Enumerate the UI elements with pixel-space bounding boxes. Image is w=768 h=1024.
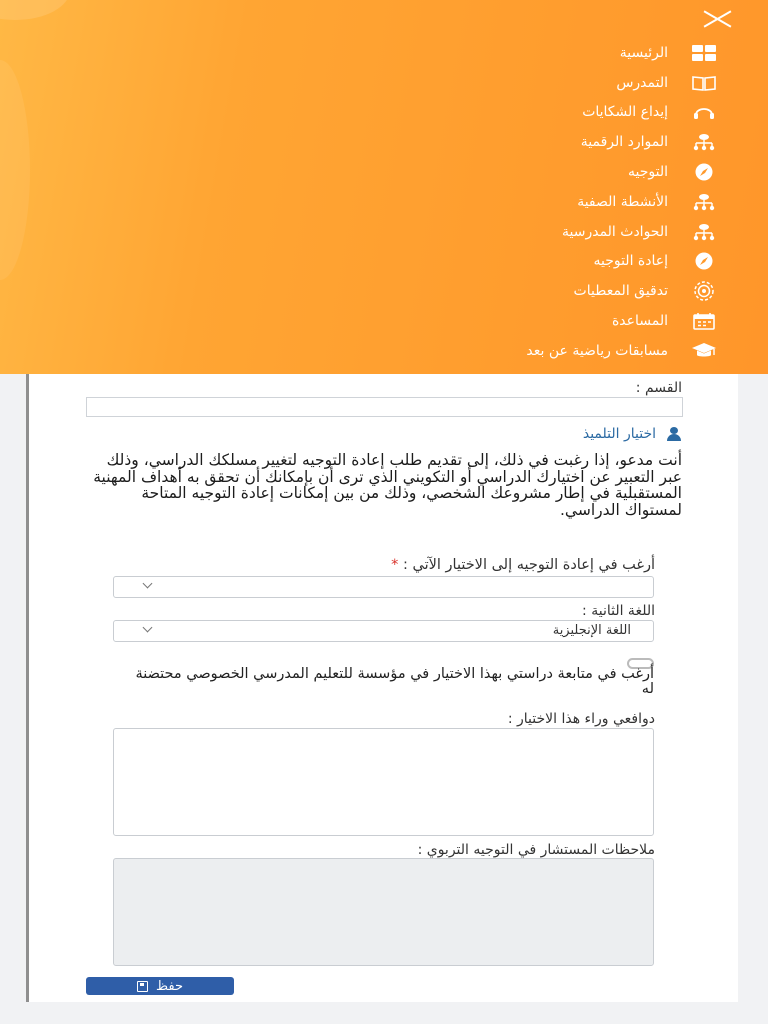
navigation-menu-overlay: [0, 0, 768, 374]
menu-item-label: الحوادث المدرسية: [562, 223, 668, 240]
close-menu-button[interactable]: [702, 8, 732, 30]
menu-item-orientation[interactable]: [298, 157, 718, 187]
choice-select[interactable]: [113, 576, 654, 598]
student-choice-header: [583, 424, 682, 444]
menu-item-help[interactable]: [298, 306, 718, 336]
menu-item-label: تدقيق المعطيات: [573, 283, 668, 300]
decorative-blob: [0, 0, 70, 20]
second-language-label: اللغة الثانية :: [582, 603, 655, 619]
menu-item-home[interactable]: [298, 38, 718, 68]
chevron-down-icon: [143, 579, 153, 589]
menu-item-school-incidents[interactable]: [298, 217, 718, 247]
menu-item-label: الرئيسية: [619, 44, 668, 61]
chevron-down-icon: [143, 623, 153, 633]
network-icon: [690, 132, 718, 152]
section-field[interactable]: [86, 397, 683, 417]
calendar-icon: [690, 311, 718, 331]
menu-item-label: المساعدة: [611, 313, 668, 330]
menu-item-label: إيداع الشكايات: [582, 104, 668, 121]
motives-label: دوافعي وراء هذا الاختيار :: [507, 711, 655, 727]
counselor-notes-label: ملاحظات المستشار في التوجيه التربوي :: [417, 842, 655, 858]
menu-item-label: إعادة التوجيه: [593, 253, 668, 270]
section-label: القسم :: [635, 380, 682, 396]
choice-label: [389, 557, 655, 573]
save-button[interactable]: [86, 977, 234, 995]
second-language-select[interactable]: [113, 620, 654, 642]
radar-icon: [690, 281, 718, 301]
motives-textarea[interactable]: [113, 728, 654, 836]
headset-icon: [690, 102, 718, 122]
graduation-cap-icon: [690, 341, 718, 361]
menu-item-digital-resources[interactable]: [298, 127, 718, 157]
dashboard-icon: [690, 43, 718, 63]
network-icon: [690, 192, 718, 212]
choice-label-text: أرغب في إعادة التوجيه إلى الاختيار الآتي :: [403, 557, 655, 573]
menu-item-data-audit[interactable]: [298, 276, 718, 306]
menu-item-label: الموارد الرقمية: [580, 134, 668, 151]
user-icon: [666, 427, 682, 441]
menu-item-remote-sports-contests[interactable]: [298, 336, 718, 366]
menu-item-complaints[interactable]: [298, 98, 718, 128]
menu-list: [298, 38, 718, 366]
compass-icon: [690, 162, 718, 182]
menu-item-label: الأنشطة الصفية: [577, 193, 668, 210]
second-language-value: اللغة الإنجليزية: [552, 623, 631, 638]
menu-item-reorientation[interactable]: [298, 247, 718, 277]
book-icon: [690, 73, 718, 93]
counselor-notes-textarea: [113, 858, 654, 966]
required-mark: *: [391, 557, 399, 573]
intro-text: أنت مدعو، إذا رغبت في ذلك، إلى تقديم طلب إعادة التوجيه لتغيير مسلكك الدراسي، وذلك عبر التعبير عن اختيارك الدراسي أو التكويني الذي ترى أن بإمكانك أن تحقق به أهداف المهنية المستقبلية في إطار مشروعك الشخصي، وذلك من بين إمكانات إعادة التوجيه المتاحة لمستواك الدراسي.: [93, 451, 682, 519]
save-button-label: حفظ: [156, 978, 183, 994]
menu-item-label: مسابقات رياضية عن بعد: [526, 342, 668, 359]
menu-item-schooling[interactable]: [298, 68, 718, 98]
menu-item-label: التمدرس: [616, 74, 668, 91]
compass-icon: [690, 251, 718, 271]
menu-item-label: التوجيه: [628, 164, 668, 181]
student-choice-label: اختيار التلميذ: [582, 426, 656, 442]
network-icon: [690, 222, 718, 242]
floppy-disk-icon: [137, 981, 148, 992]
menu-item-class-activities[interactable]: [298, 187, 718, 217]
decorative-blob: [0, 60, 30, 280]
private-school-text: أرغب في متابعة دراستي بهذا الاختيار في مؤسسة للتعليم المدرسي الخصوصي محتضنة له: [135, 666, 654, 697]
